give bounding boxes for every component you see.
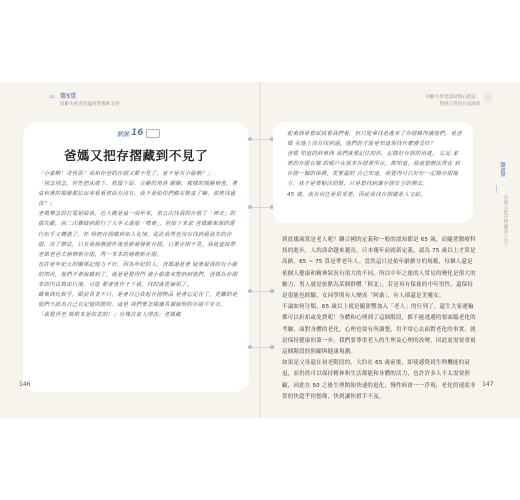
page-connector <box>248 288 274 294</box>
story-paragraph: 老媽舉急的打電話給我，近大概是這一兩年來，第五次找我的存摺了「神奇」的搞失蹤，前二次聯絡到銀行了大半又還他「噗東」，但接下來家 爸媽藏東西的運行似乎又轉進了，怀 秒把存摺藏到如人化境，從此我再也沒有找到過消失的存摺，沒了辦法，只有我補辦證件後重新補發新存摺。只要存摺不見，我就直接帶老媽老爸去補辦新存摺，再一本本的補辦新存摺。 <box>38 211 236 258</box>
page-number-left: 146 <box>19 381 31 388</box>
connector-dot <box>248 345 252 349</box>
page-connector <box>248 344 274 350</box>
connector-dot <box>270 289 274 293</box>
story-text-continued <box>287 129 463 200</box>
story-paragraph: 「我覺得老 媽根本是故意的！」有幾次家人埋怨：老媽藏 <box>38 312 181 319</box>
story-paragraph: 起東西是想試試看我們看，但只能拿找是進來了存摺藏得讓他們，是爸媽 在地上沒有找到過，他們的才能是知道那找什麼感受好？ <box>287 131 462 148</box>
story-paragraph: 也許是年紀大的關係記憶力不好，因為年紀的人，爸媽還是會 疑東疑西的有小偷的情況，他們不會說藏到了，就是是覺得門 連小偷進來整到到他們，爸媽在存摺本的內頁寫出以後，可能 都會當作于下就，找的就更麻煩了。 <box>38 261 238 289</box>
page-number-right: 147 <box>482 381 494 388</box>
running-header <box>380 94 480 108</box>
page-connector <box>248 204 274 210</box>
story-card <box>23 122 249 392</box>
page-connector <box>248 136 274 142</box>
connector-line <box>251 139 271 140</box>
connector-dot <box>248 289 252 293</box>
body-paragraph: 不論如何分類，65 歲以上就是隨影響加入「老人」的行列了，還生大家運輸都可以折扣或免費呢！身體和心理到了這個階段，都不能逃避的要面臨老化的考驗，面對身體的老化，心理也要有所調整，用平常心去面對老化的事實，就是保持健康的第一步，我們要尊重老人的生理及心理的改變，因此更需要重視這個階段的照顧與健康規劃。 <box>282 304 476 356</box>
story-paragraph: 「小豪啊！奇怪耶！我和你爸的存摺又都不見了，是不是有小偷啊？」 <box>38 171 213 177</box>
feather-icon: ❧ <box>48 92 57 103</box>
section-number: 16 <box>131 128 144 138</box>
story-paragraph: 藏東西比較乎，眼前長者不只，是會自己收起存摺物品 是會忘記存了，更難的是他們不認為自己有記憶問題的，這是 我們要怎樣讓長輩說明的存摺平安有。 <box>38 292 238 309</box>
story-paragraph: 「別急別急，你先把床底下、枕頭下面、衣櫥的角落 瞧瞧，樣樣的抽屜檢查，書桌和書的抽屜都拉出來看看裡面有沒有，我不是給你們藏在鞋盒了嘛，那裡找過沒？」 <box>38 181 238 208</box>
page-gutter <box>259 82 261 418</box>
sun-icon <box>482 92 494 104</box>
connector-line <box>251 347 271 348</box>
running-header-line2: 對照日常的方法說明 <box>439 102 480 107</box>
chapter-side-tab: 第5堂 <box>499 162 505 177</box>
body-paragraph: 到底幾歲算是老人呢？聯合國的定義和一般的認知都是 65 歲，而隨著醫療科技的進步，人的壽命越來越長，日本幾年前就新定義，認為 75 歲以上才算是高齡，65 ~ 75 算是準老年人。當然這只是依年齡劃分的規範，每個人還是依個人健康和精神狀況有很大的不同，所以中年之後的人常見的變化是很大的魅力，男人就是依點為某個群體「阿北」，若是再有保養的中年男性，還保持是很能也經驗，女同學則有人變成「阿桑」，有人卻還是美魔女。 <box>282 237 476 300</box>
connector-line <box>251 291 271 292</box>
body-text <box>282 235 478 403</box>
story-card-continued <box>273 122 473 223</box>
side-tab-divider <box>496 185 497 193</box>
connector-dot <box>270 345 274 349</box>
chapter-title: 同齡失智者的溫度準備和支持 <box>60 102 120 107</box>
book-spread <box>0 82 520 418</box>
card-title: 爸媽又把存摺藏到不見了 <box>63 148 209 163</box>
body-paragraph: 如果是父母還在初老階段的，大約在 65 歲前後，即使感覺到生理機能的衰退，而仍然可以保持精神和生活都能和身體的活力，也許許多人不太需要照顧，因此在 50 之後生理開始快速的退化，慢性病會一一浮現，老化的速度非常的快超乎你想像，快到讓你措手不及。 <box>282 360 476 400</box>
section-badge <box>117 128 160 138</box>
connector-dot <box>248 205 252 209</box>
story-paragraph: 爸媽 知道的到東西 我們就要記住的你，記錄好存摺的用處， 忘記 家裡的存摺在哪 的帳戶在那本存摺裡所在，都知道，我就想辦法再在 到存摺一個的保護，更要留的 自己知道，我覺得可以好好一記錄存摺地方，我不是要解決問題，只是想找到讓存摺安全的辦法。 <box>287 151 461 188</box>
story-paragraph: 45 歲，我有信任是很重要，因此我找存摺總是人交給。 <box>287 191 427 198</box>
connector-dot <box>248 137 252 141</box>
section-box-icon <box>146 129 160 138</box>
chapter-number: 第5堂 <box>60 93 77 100</box>
story-text <box>38 169 238 320</box>
connector-line <box>251 207 271 208</box>
side-tab-subtitle: 爸媽又把存摺藏到不見了 <box>503 195 508 248</box>
running-header-line1: 同齡失智者認同情心把話， <box>426 95 480 100</box>
section-label: 狀況 <box>117 130 130 138</box>
